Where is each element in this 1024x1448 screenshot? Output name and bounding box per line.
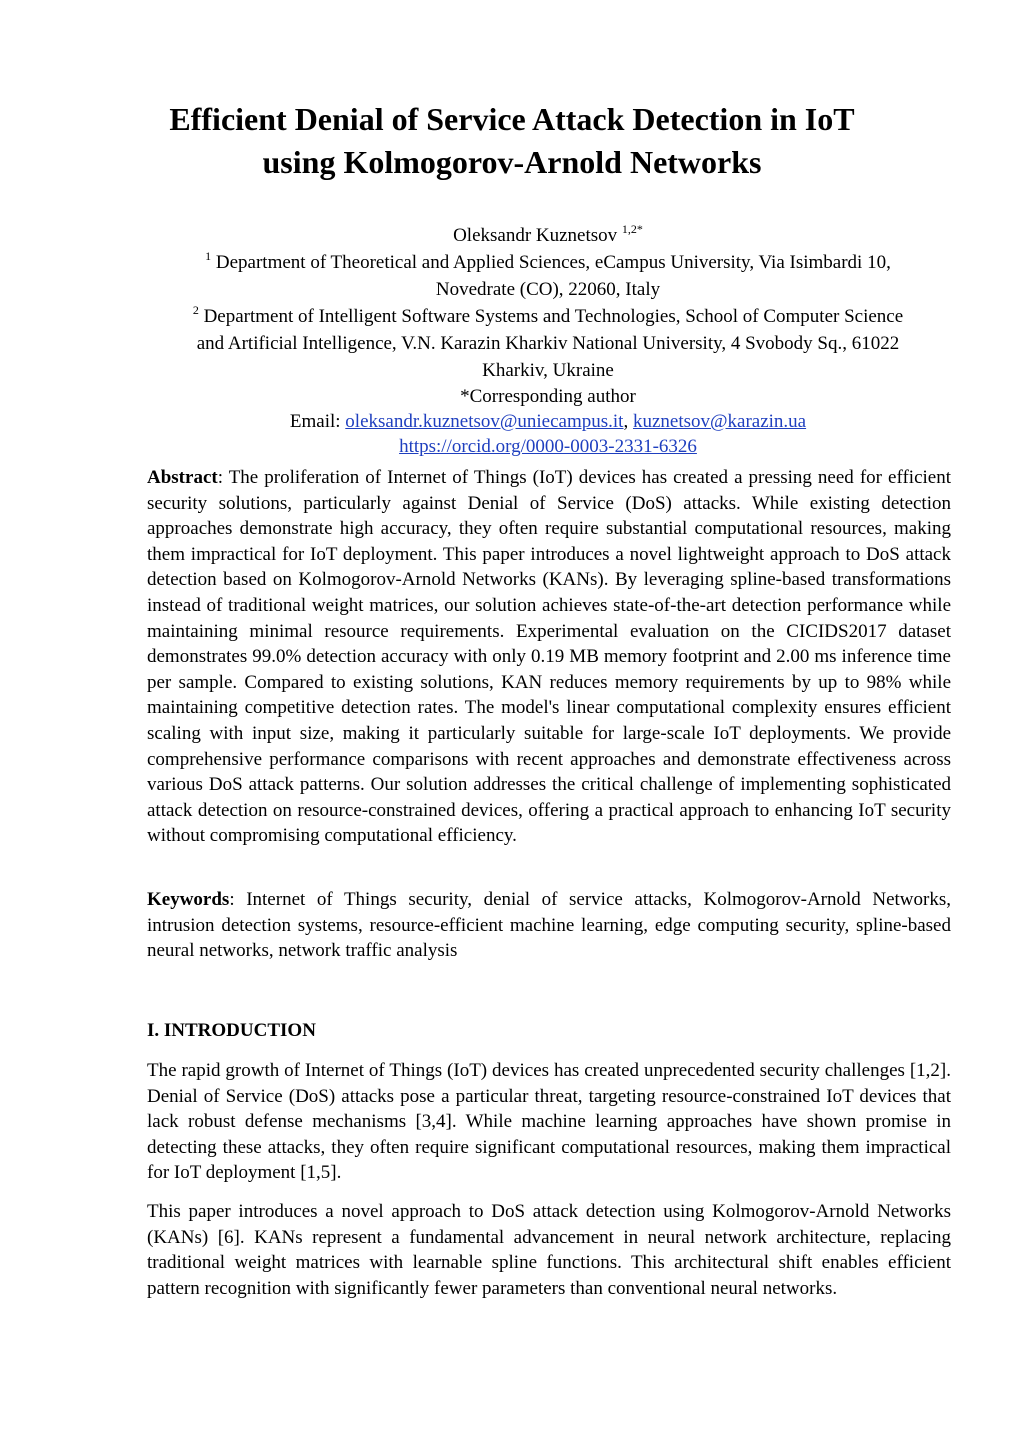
- affiliation-2-mark: 2: [192, 303, 199, 317]
- title-line-2: using Kolmogorov-Arnold Networks: [262, 144, 762, 180]
- keywords-paragraph: [147, 887, 951, 964]
- author-name: Oleksandr Kuznetsov: [453, 225, 618, 246]
- author-affiliation-marks: 1,2*: [621, 222, 643, 236]
- author-line: [100, 222, 996, 249]
- orcid-line: [100, 434, 996, 459]
- affiliation-1-text-1: Department of Theoretical and Applied Sciences, eCampus University, Via Isimbardi 10,: [215, 252, 891, 273]
- affiliation-1-mark: 1: [205, 249, 212, 263]
- abstract-paragraph: [147, 465, 951, 849]
- introduction-paragraph-2: This paper introduces a novel approach to DoS attack detection using Kolmogorov-Arnold Networks (KANs) [6]. KANs represent a fundamental advancement in neural network architecture, replacing traditional weight matrices with learnable spline functions. This architectural shift enables efficient pattern recognition with significantly fewer parameters than conventional neural networks.: [147, 1201, 951, 1299]
- introduction-paragraph-1: The rapid growth of Internet of Things (IoT) devices has created unprecedented security challenges [1,2]. Denial of Service (DoS) attacks pose a particular threat, targeting resource-constrained IoT devices that lack robust defense mechanisms [3,4]. While machine learning approaches have shown promise in detecting these attacks, they often require significant computational resources, making them impractical for IoT deployment [1,5].: [147, 1060, 951, 1184]
- paper-title: [100, 98, 924, 184]
- affiliation-2-line-1: [100, 303, 996, 330]
- affiliation-1-line-2: Novedrate (CO), 22060, Italy: [435, 279, 661, 300]
- email-separator: ,: [623, 411, 633, 432]
- email-link-2[interactable]: kuznetsov@karazin.ua: [632, 411, 807, 432]
- keywords-label: Keywords: [147, 889, 230, 910]
- email-label: Email:: [289, 411, 346, 432]
- affiliation-2-line-3: Kharkiv, Ukraine: [482, 360, 614, 381]
- keywords-text: : Internet of Things security, denial of service attacks, Kolmogorov-Arnold Networks, intrusion detection systems, resource-efficient machine learning, edge computing security, spline-based neural networks, network traffic analysis: [147, 889, 951, 962]
- abstract-label: Abstract: [147, 467, 218, 488]
- title-line-1: Efficient Denial of Service Attack Detection in IoT: [169, 101, 855, 137]
- email-link-1[interactable]: oleksandr.kuznetsov@uniecampus.it: [345, 411, 624, 432]
- orcid-link[interactable]: https://orcid.org/0000-0003-2331-6326: [399, 436, 697, 457]
- affiliation-1-line-1: [100, 249, 996, 276]
- abstract-text: : The proliferation of Internet of Things (IoT) devices has created a pressing need for efficient security solutions, particularly against Denial of Service (DoS) attacks. While existing detection approaches demonstrate high accuracy, they often require substantial computational resources, making them impractical for IoT deployment. This paper introduces a novel lightweight approach to DoS attack detection based on Kolmogorov-Arnold Networks (KANs). By leveraging spline-based transformations instead of traditional weight matrices, our solution achieves state-of-the-art detection performance while maintaining minimal resource requirements. Experimental evaluation on the CICIDS2017 dataset demonstrates 99.0% detection accuracy with only 0.19 MB memory footprint and 2.00 ms inference time per sample. Compared to existing solutions, KAN reduces memory requirements by up to 98% while maintaining competitive detection rates. The model's linear computational complexity ensures efficient scaling with input size, making it particularly suitable for large-scale IoT deployments. We provide comprehensive performance comparisons with recent approaches and demonstrate effectiveness across various DoS attack patterns. Our solution addresses the critical challenge of implementing sophisticated attack detection on resource-constrained devices, offering a practical approach to enhancing IoT security without compromising computational efficiency.: [147, 467, 951, 847]
- introduction-heading: I. INTRODUCTION: [147, 1020, 316, 1041]
- affiliation-2-line-2: and Artificial Intelligence, V.N. Karazin Kharkiv National University, 4 Svobody Sq., 61022: [196, 333, 900, 354]
- email-line: [100, 409, 996, 434]
- author-block: [100, 222, 996, 459]
- corresponding-author-note: *Corresponding author: [460, 386, 636, 407]
- affiliation-2-text-1: Department of Intelligent Software Systems and Technologies, School of Computer Science: [203, 306, 904, 327]
